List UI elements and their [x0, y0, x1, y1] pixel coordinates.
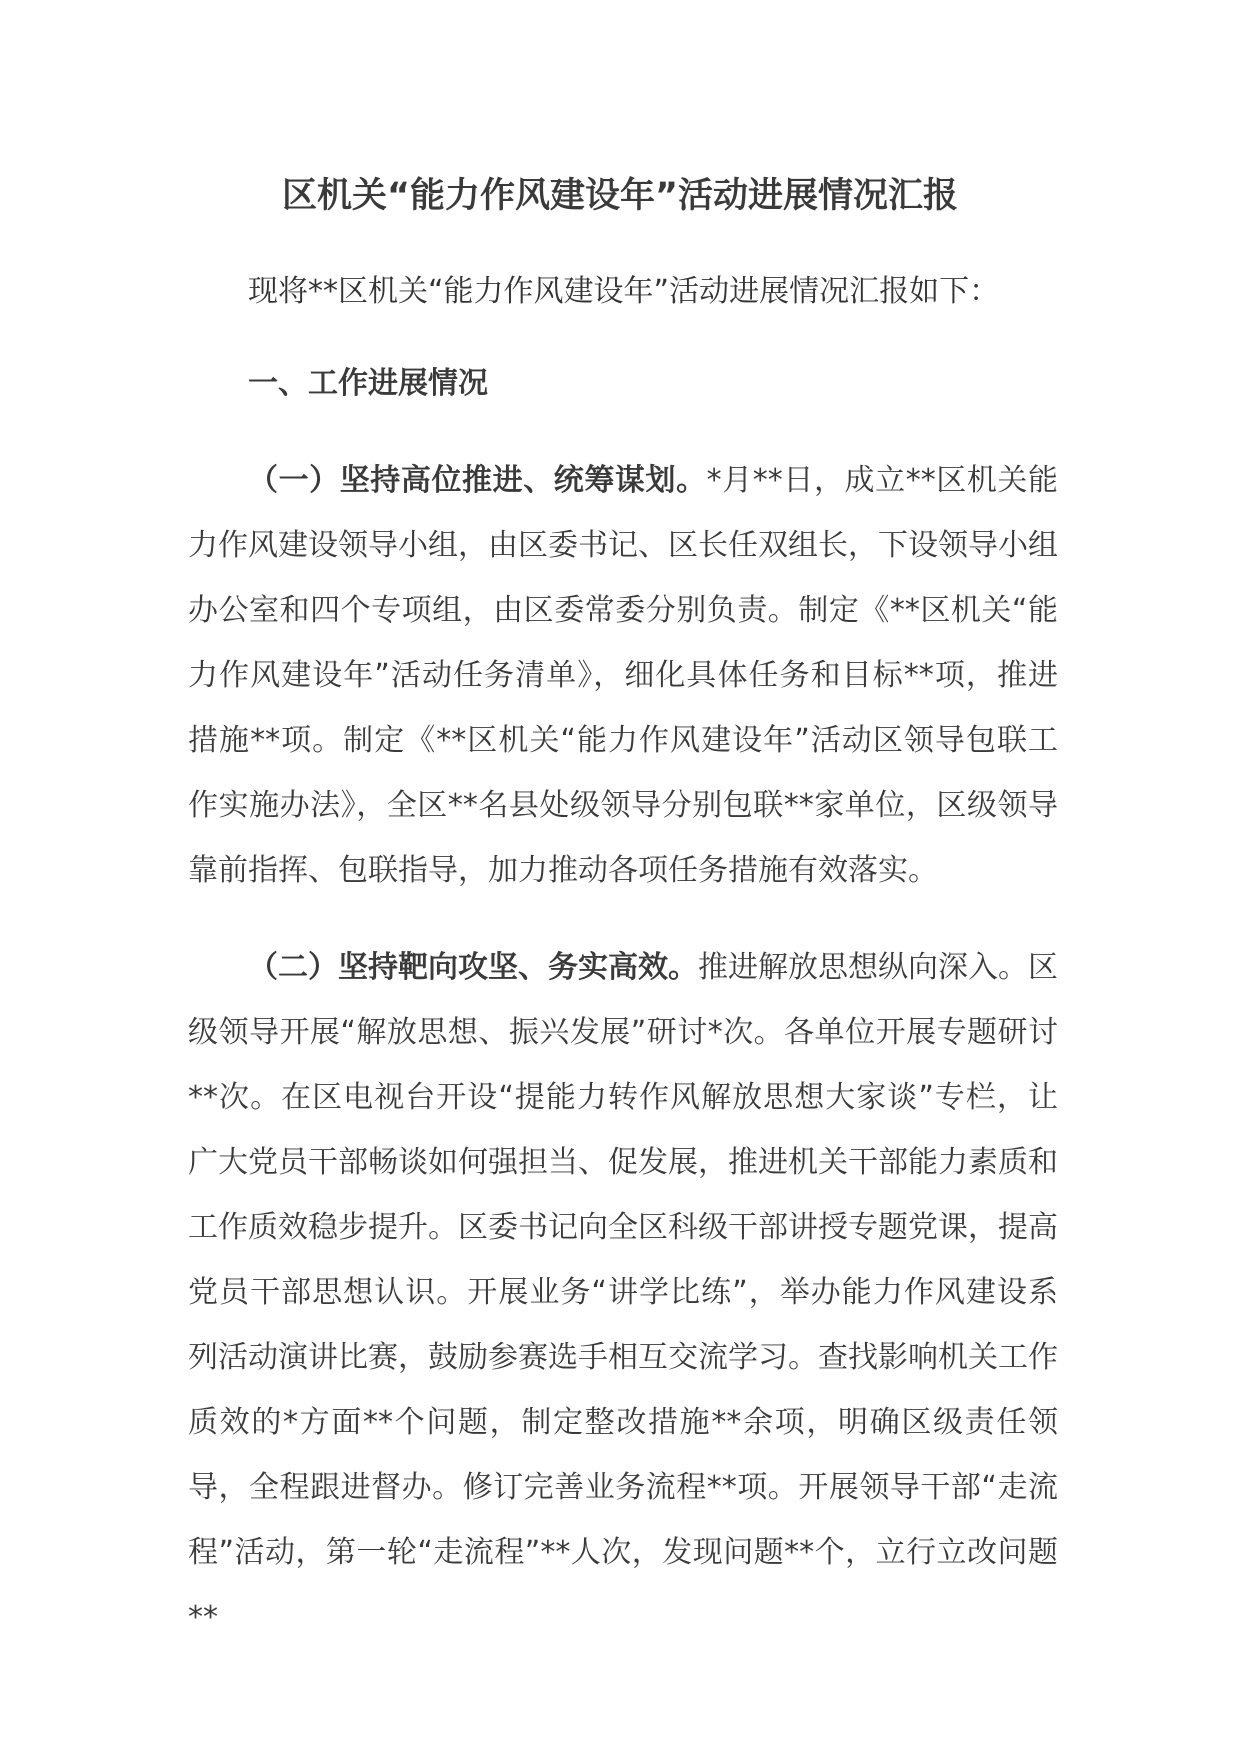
- paragraph-2-body: 推进解放思想纵向深入。区级领导开展“解放思想、振兴发展”研讨*次。各单位开展专题研讨**次。在区电视台开设“提能力转作风解放思想大家谈”专栏，让广大党员干部畅谈如何强担当、促发展，推进机关干部能力素质和工作质效稳步提升。区委书记向全区科级干部讲授专题党课，提高党员干部思想认识。开展业务“讲学比练”，举办能力作风建设系列活动演讲比赛，鼓励参赛选手相互交流学习。查找影响机关工作质效的*方面**个问题，制定整改措施**余项，明确区级责任领导，全程跟进督办。修订完善业务流程**项。开展领导干部“走流程”活动，第一轮“走流程”**人次，发现问题**个，立行立改问题**: [188, 950, 1058, 1635]
- intro-paragraph: 现将**区机关“能力作风建设年”活动进展情况汇报如下：: [248, 274, 1000, 309]
- document-title: 区机关“能力作风建设年”活动进展情况汇报: [281, 176, 958, 216]
- paragraph-1: [188, 448, 1058, 903]
- paragraph-2-lead: （二）坚持靶向攻坚、务实高效。: [248, 950, 698, 985]
- paragraph-1-lead: （一）坚持高位推进、统筹谋划。: [248, 463, 707, 498]
- section-heading-1: 一、工作进展情况: [248, 366, 488, 401]
- paragraph-2: [188, 935, 1058, 1650]
- paragraph-1-body: *月**日，成立**区机关能力作风建设领导小组，由区委书记、区长任双组长，下设领导小组办公室和四个专项组，由区委常委分别负责。制定《**区机关“能力作风建设年”活动任务清单》，细化具体任务和目标**项，推进措施**项。制定《**区机关“能力作风建设年”活动区领导包联工作实施办法》，全区**名县处级领导分别包联**家单位，区级领导靠前指挥、包联指导，加力推动各项任务措施有效落实。: [188, 463, 1059, 888]
